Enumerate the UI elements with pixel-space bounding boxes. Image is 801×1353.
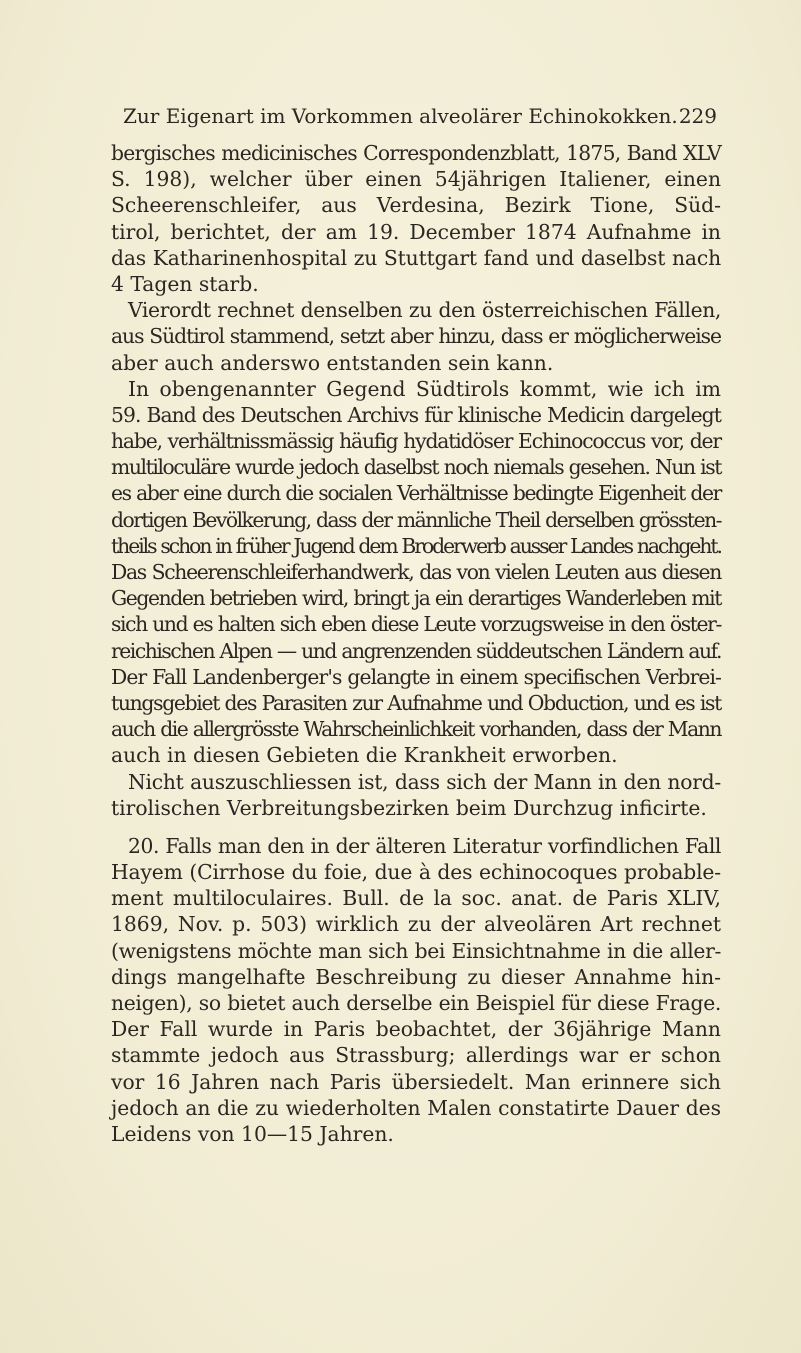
- text-line: Das Scheerenschleiferhandwerk, das von vielen Leuten aus diesen: [111, 560, 721, 584]
- text-line: bergisches medicinisches Correspondenzblatt, 1875, Band XLV: [111, 141, 721, 165]
- running-head-title: Zur Eigenart im Vorkommen alveolärer Echinokokken.: [123, 104, 678, 128]
- body-text: [111, 140, 721, 1147]
- text-line: reichischen Alpen — und angrenzenden süddeutschen Ländern auf.: [111, 638, 721, 663]
- text-line: Leidens von 10—15 Jahren.: [111, 1121, 394, 1146]
- text-line: jedoch an die zu wiederholten Malen constatirte Dauer des: [111, 1095, 721, 1120]
- text-line: dortigen Bevölkerung, dass der männliche Theil derselben grössten-: [111, 507, 721, 532]
- paragraph-gap: [111, 821, 721, 833]
- text-line: 59. Band des Deutschen Archivs für klinische Medicin dargelegt: [111, 402, 721, 427]
- text-line: ment multiloculaires. Bull. de la soc. anat. de Paris XLIV,: [111, 886, 721, 911]
- text-line: tungsgebiet des Parasiten zur Aufnahme und Obduction, und es ist: [111, 690, 721, 715]
- running-head: [123, 102, 717, 130]
- text-line: S. 198), welcher über einen 54jährigen Italiener, einen: [111, 167, 721, 192]
- text-line: Nicht auszuschliessen ist, dass sich der Mann in den nord-: [128, 769, 721, 794]
- text-line: das Katharinenhospital zu Stuttgart fand und daselbst nach: [111, 245, 721, 270]
- text-line: tirol, berichtet, der am 19. December 1874 Aufnahme in: [111, 219, 721, 244]
- text-line: habe, verhältnissmässig häufig hydatidöser Echinococcus vor, der: [111, 429, 721, 454]
- text-line: 20. Falls man den in der älteren Literatur vorfindlichen Fall: [128, 833, 721, 858]
- text-line: auch die allergrösste Wahrscheinlichkeit vorhanden, dass der Mann: [111, 717, 721, 742]
- text-line: es aber eine durch die socialen Verhältnisse bedingte Eigenheit der: [111, 481, 721, 506]
- text-line: neigen), so bietet auch derselbe ein Beispiel für diese Frage.: [111, 991, 721, 1015]
- text-line: Scheerenschleifer, aus Verdesina, Bezirk Tione, Süd-: [111, 193, 721, 218]
- page-number: 229: [678, 104, 717, 128]
- text-line: sich und es halten sich eben diese Leute vorzugsweise in den öster-: [111, 612, 721, 637]
- text-line: tirolischen Verbreitungsbezirken beim Durchzug inficirte.: [111, 795, 707, 820]
- text-line: multiloculäre wurde jedoch daselbst noch niemals gesehen. Nun ist: [111, 455, 721, 480]
- text-line: dings mangelhafte Beschreibung zu dieser Annahme hin-: [111, 964, 721, 989]
- text-line: Gegenden betrieben wird, bringt ja ein derartiges Wanderleben mit: [111, 586, 721, 611]
- text-line: stammte jedoch aus Strassburg; allerdings war er schon: [111, 1043, 721, 1068]
- text-line: Hayem (Cirrhose du foie, due à des echinocoques probable-: [111, 860, 721, 885]
- text-line: vor 16 Jahren nach Paris übersiedelt. Man erinnere sich: [111, 1069, 721, 1094]
- text-line: theils schon in früher Jugend dem Broderwerb ausser Landes nachgeht.: [111, 533, 721, 558]
- text-line: Vierordt rechnet denselben zu den österreichischen Fällen,: [128, 298, 721, 323]
- text-line: In obengenannter Gegend Südtirols kommt, wie ich im: [128, 376, 721, 401]
- text-line: (wenigstens möchte man sich bei Einsichtnahme in die aller-: [111, 938, 721, 963]
- text-line: auch in diesen Gebieten die Krankheit erworben.: [111, 743, 618, 768]
- text-line: 1869, Nov. p. 503) wirklich zu der alveolären Art rechnet: [111, 912, 721, 937]
- text-line: 4 Tagen starb.: [111, 271, 259, 296]
- text-line: Der Fall Landenberger's gelangte in einem specifischen Verbrei-: [111, 664, 721, 689]
- text-line: aus Südtirol stammend, setzt aber hinzu, dass er möglicherweise: [111, 324, 721, 349]
- text-line: Der Fall wurde in Paris beobachtet, der 36jährige Mann: [111, 1017, 721, 1042]
- text-line: aber auch anderswo entstanden sein kann.: [111, 350, 554, 375]
